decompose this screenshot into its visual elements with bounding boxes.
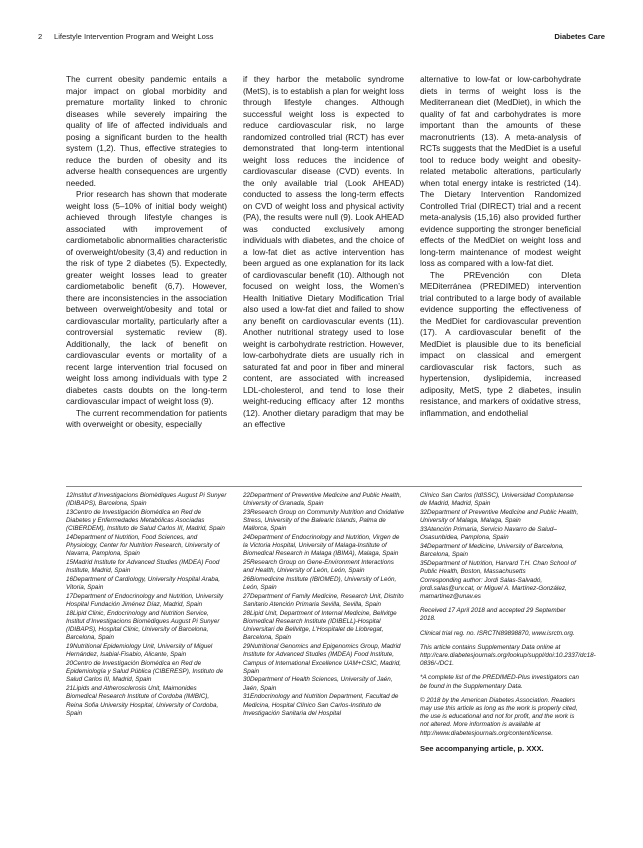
body-column-3	[420, 74, 581, 431]
affiliation-item: 23Research Group on Community Nutrition and Oxidative Stress, University of the Balearic Islands, Palma de Mallorca, Spain	[243, 508, 404, 533]
see-accompanying-article: See accompanying article, p. XXX.	[420, 743, 544, 753]
affiliation-item: 12Institut d’Investigacions Biomèdiques August Pi Sunyer (IDIBAPS), Barcelona, Spain	[66, 492, 227, 508]
body-column-2	[243, 74, 404, 431]
body-column-1	[66, 74, 227, 431]
affiliation-item: 31Endocrinology and Nutrition Department, Facultad de Medicina, Hospital Clínico San Carlos-Instituto de Investigación Sanitaria del Hospital	[243, 693, 399, 717]
affiliation-item: 27Department of Family Medicine, Research Unit, Distrito Sanitario Atención Primaria Sevilla, Sevilla, Spain	[243, 592, 404, 609]
journal-name: Diabetes Care	[554, 32, 605, 41]
affiliation-item: 24Department of Endocrinology and Nutrition, Virgen de la Victoria Hospital, University of Malaga-Institute of Biomedical Research in Malaga (IBIMA), Malaga, Spain	[243, 534, 400, 558]
affiliation-item: 19Nutritional Epidemiology Unit, University of Miguel Hernández, Isabial-Fisabio, Alicante, Spain	[66, 643, 213, 659]
affiliations-block	[66, 492, 596, 753]
corresponding-author: Corresponding author: Jordi Salas-Salvadó, jordi.salas@urv.cat, or Miguel A. Martínez-González, mamartinez@unav.es	[420, 576, 567, 600]
article-body	[66, 74, 582, 431]
affiliation-item: 21Lipids and Atherosclerosis Unit, Maimonides Biomedical Research Institute of Cordoba (IMIBIC), Reina Sofia University Hospital, University of Cordoba, Spain	[66, 685, 219, 717]
trial-registration: Clinical trial reg. no. ISRCTN89898870, www.isrctn.org.	[420, 629, 575, 637]
affiliation-item: 18Lipid Clinic, Endocrinology and Nutrition Service, Institut d’Investigacions Biomèdiques August Pi Sunyer (IDIBAPS), Hospital Clinic, University of Barcelona, Barcelona, Spain	[66, 609, 220, 642]
affiliation-item: 15Madrid Institute for Advanced Studies (IMDEA) Food Institute, Madrid, Spain	[66, 559, 220, 575]
affiliation-item: 35Department of Nutrition, Harvard T.H. Chan School of Public Health, Boston, Massachusetts	[420, 559, 576, 575]
affiliation-item: 33Atención Primaria, Servicio Navarro de Salud–Osasunbidea, Pamplona, Spain	[420, 525, 557, 542]
body-paragraph: The current recommendation for patients with overweight or obesity, especially	[66, 407, 227, 429]
running-header	[38, 30, 605, 44]
affiliation-column-3	[420, 492, 596, 753]
body-paragraph: Prior research has shown that moderate weight loss (5–10% of initial body weight) achieved through lifestyle changes is associated with improvement of cardiometabolic abnormalities characteristic of overweight/obesity (3,4) and reduction in the risk of type 2 diabetes (5). Expectedly, greater weight losses lead to greater cardiometabolic benefit (6,7). However, there are inconsistencies in the association between overweight/obesity and total or cardiovascular mortality, particularly after a controversial systematic review (8). Additionally, the lack of benefit on cardiovascular events or mortality of a recent large intervention trial focused on weight loss among individuals with type 2 diabetes casts doubts on the long-term cardiovascular impact of weight loss (9).	[66, 189, 227, 406]
affiliation-column-2	[243, 492, 404, 753]
affiliation-item: 22Department of Preventive Medicine and Public Health, University of Granada, Spain	[243, 492, 402, 508]
body-paragraph: if they harbor the metabolic syndrome (MetS), is to establish a plan for weight loss through lifestyle changes. Although successful weight loss is expected to reduce cardiovascular risk, no large randomized controlled trial (RCT) has ever demonstrated that long-term intentional weight loss reduces the incidence of cardiovascular disease (CVD) events. In the only available trial (Look AHEAD) conducted to assess the long-term effects on CVD of weight loss and physical activity (PA), the results were null (9). Look AHEAD was conducted exclusively among individuals with diabetes, and the choice of a low-fat diet as active intervention has been argued as one explanation for its lack of cardiovascular benefit (10). Although not focused on weight loss, the Women’s Health Initiative Dietary Modification Trial also used a low-fat diet and failed to show any benefit on cardiovascular events (11). Another nutritional strategy used to lose weight is carbohydrate restriction. However, low-carbohydrate diets are usually rich in saturated fat and poor in fiber and mineral content, are associated with increased LDL-cholesterol, and tend to lose their weight-reducing efficacy after 12 months (12). Another dietary paradigm that may be an effective	[243, 74, 404, 429]
investigators-note: *A complete list of the PREDIMED-Plus investigators can be found in the Supplementary Data.	[420, 674, 579, 690]
affiliation-item: 13Centro de Investigación Biomédica en Red de Diabetes y Enfermedades Metabólicas Asociadas (CIBERDEM), Instituto de Salud Carlos III, Madrid, Spain	[66, 508, 225, 533]
copyright-notice: © 2018 by the American Diabetes Association. Readers may use this article as long as the work is properly cited, the use is educational and not for profit, and the work is not altered. More information is available at http://www.diabetesjournals.org/content/license.	[420, 696, 578, 737]
body-paragraph: The PREvención con DIeta MEDiterránea (PREDIMED) intervention trial contributed to a large body of available evidence supporting the effectiveness of the MedDiet for cardiovascular prevention (17). A cardiovascular benefit of the MedDiet is plausible due to its beneficial impact on classical and emergent cardiovascular risk factors, such as hypertension, dyslipidemia, increased adiposity, MetS, type 2 diabetes, insulin resistance, and markers of oxidative stress, inflammation, and endothelial	[420, 269, 581, 418]
received-date: Received 17 April 2018 and accepted 29 September 2018.	[420, 607, 566, 623]
body-paragraph: alternative to low-fat or low-carbohydrate diets in terms of weight loss is the Mediterranean diet (MedDiet), in which the quality of fat and carbohydrates is more important than the amounts of these macronutrients (13). A meta-analysis of RCTs suggests that the MedDiet is a useful tool to reduce body weight and obesity-related metabolic alterations, particularly when total energy intake is restricted (14). The Dietary Intervention Randomized Controlled Trial (DIRECT) trial and a recent meta-analysis (15,16) also provided further evidence supporting the stronger beneficial effects of the MedDiet on weight loss and long-term maintenance of modest weight loss as compared with a low-fat diet.	[420, 74, 581, 268]
footnote-divider	[66, 486, 582, 487]
affiliation-item: 14Department of Nutrition, Food Sciences, and Physiology, Center for Nutrition Research, University of Navarra, Pamplona, Spain	[66, 534, 220, 558]
affiliation-item: 29Nutritional Genomics and Epigenomics Group, Madrid Institute for Advanced Studies (IMDEA) Food Institute, Campus of International Excellence UAM+CSIC, Madrid, Spain	[243, 643, 402, 675]
affiliation-item: 28Lipid Unit, Department of Internal Medicine, Bellvitge Biomedical Research Institute (IDIBELL)-Hospital Universitari de Bellvitge, L’Hospitalet de Llobregat, Barcelona, Spain	[243, 609, 397, 642]
running-title: Lifestyle Intervention Program and Weight Loss	[54, 32, 214, 41]
body-paragraph: The current obesity pandemic entails a major impact on global morbidity and premature mortality linked to chronic diseases while severely impairing the quality of life of affected individuals and posing a significant burden to the health system (1,2). Thus, effective strategies to reduce the burden of obesity and its adverse health consequences are urgently needed.	[66, 74, 227, 188]
affiliation-item: 17Department of Endocrinology and Nutrition, University Hospital Fundación Jiménez Díaz, Madrid, Spain	[66, 592, 224, 609]
affiliation-item: 32Department of Preventive Medicine and Public Health, University of Malaga, Malaga, Spain	[420, 508, 579, 525]
affiliation-item: 34Department of Medicine, University of Barcelona, Barcelona, Spain	[420, 542, 564, 558]
page-number: 2	[38, 32, 43, 41]
affiliation-item: 26Biomedicine Institute (IBIOMED), University of León, León, Spain	[243, 576, 397, 592]
supplementary-note: This article contains Supplementary Data online at http://care.diabetesjournals.org/lookup/suppl/doi:10.2337/dc18-0836/-/DC1.	[420, 643, 596, 668]
affiliation-item: 16Department of Cardiology, University Hospital Araba, Vitoria, Spain	[66, 576, 220, 592]
affiliation-item: 20Centro de Investigación Biomédica en Red de Epidemiología y Salud Pública (CIBERESP), Instituto de Salud Carlos III, Madrid, Spain	[66, 660, 224, 684]
affiliation-item: 25Research Group on Gene-Environment Interactions and Health, University of León, León, Spain	[243, 559, 394, 575]
affiliation-item: 30Department of Health Sciences, University of Jaén, Jaén, Spain	[243, 676, 393, 692]
affiliation-item: Clínico San Carlos (IdISSC), Universidad Complutense de Madrid, Madrid, Spain	[420, 492, 574, 508]
affiliation-column-1	[66, 492, 227, 753]
